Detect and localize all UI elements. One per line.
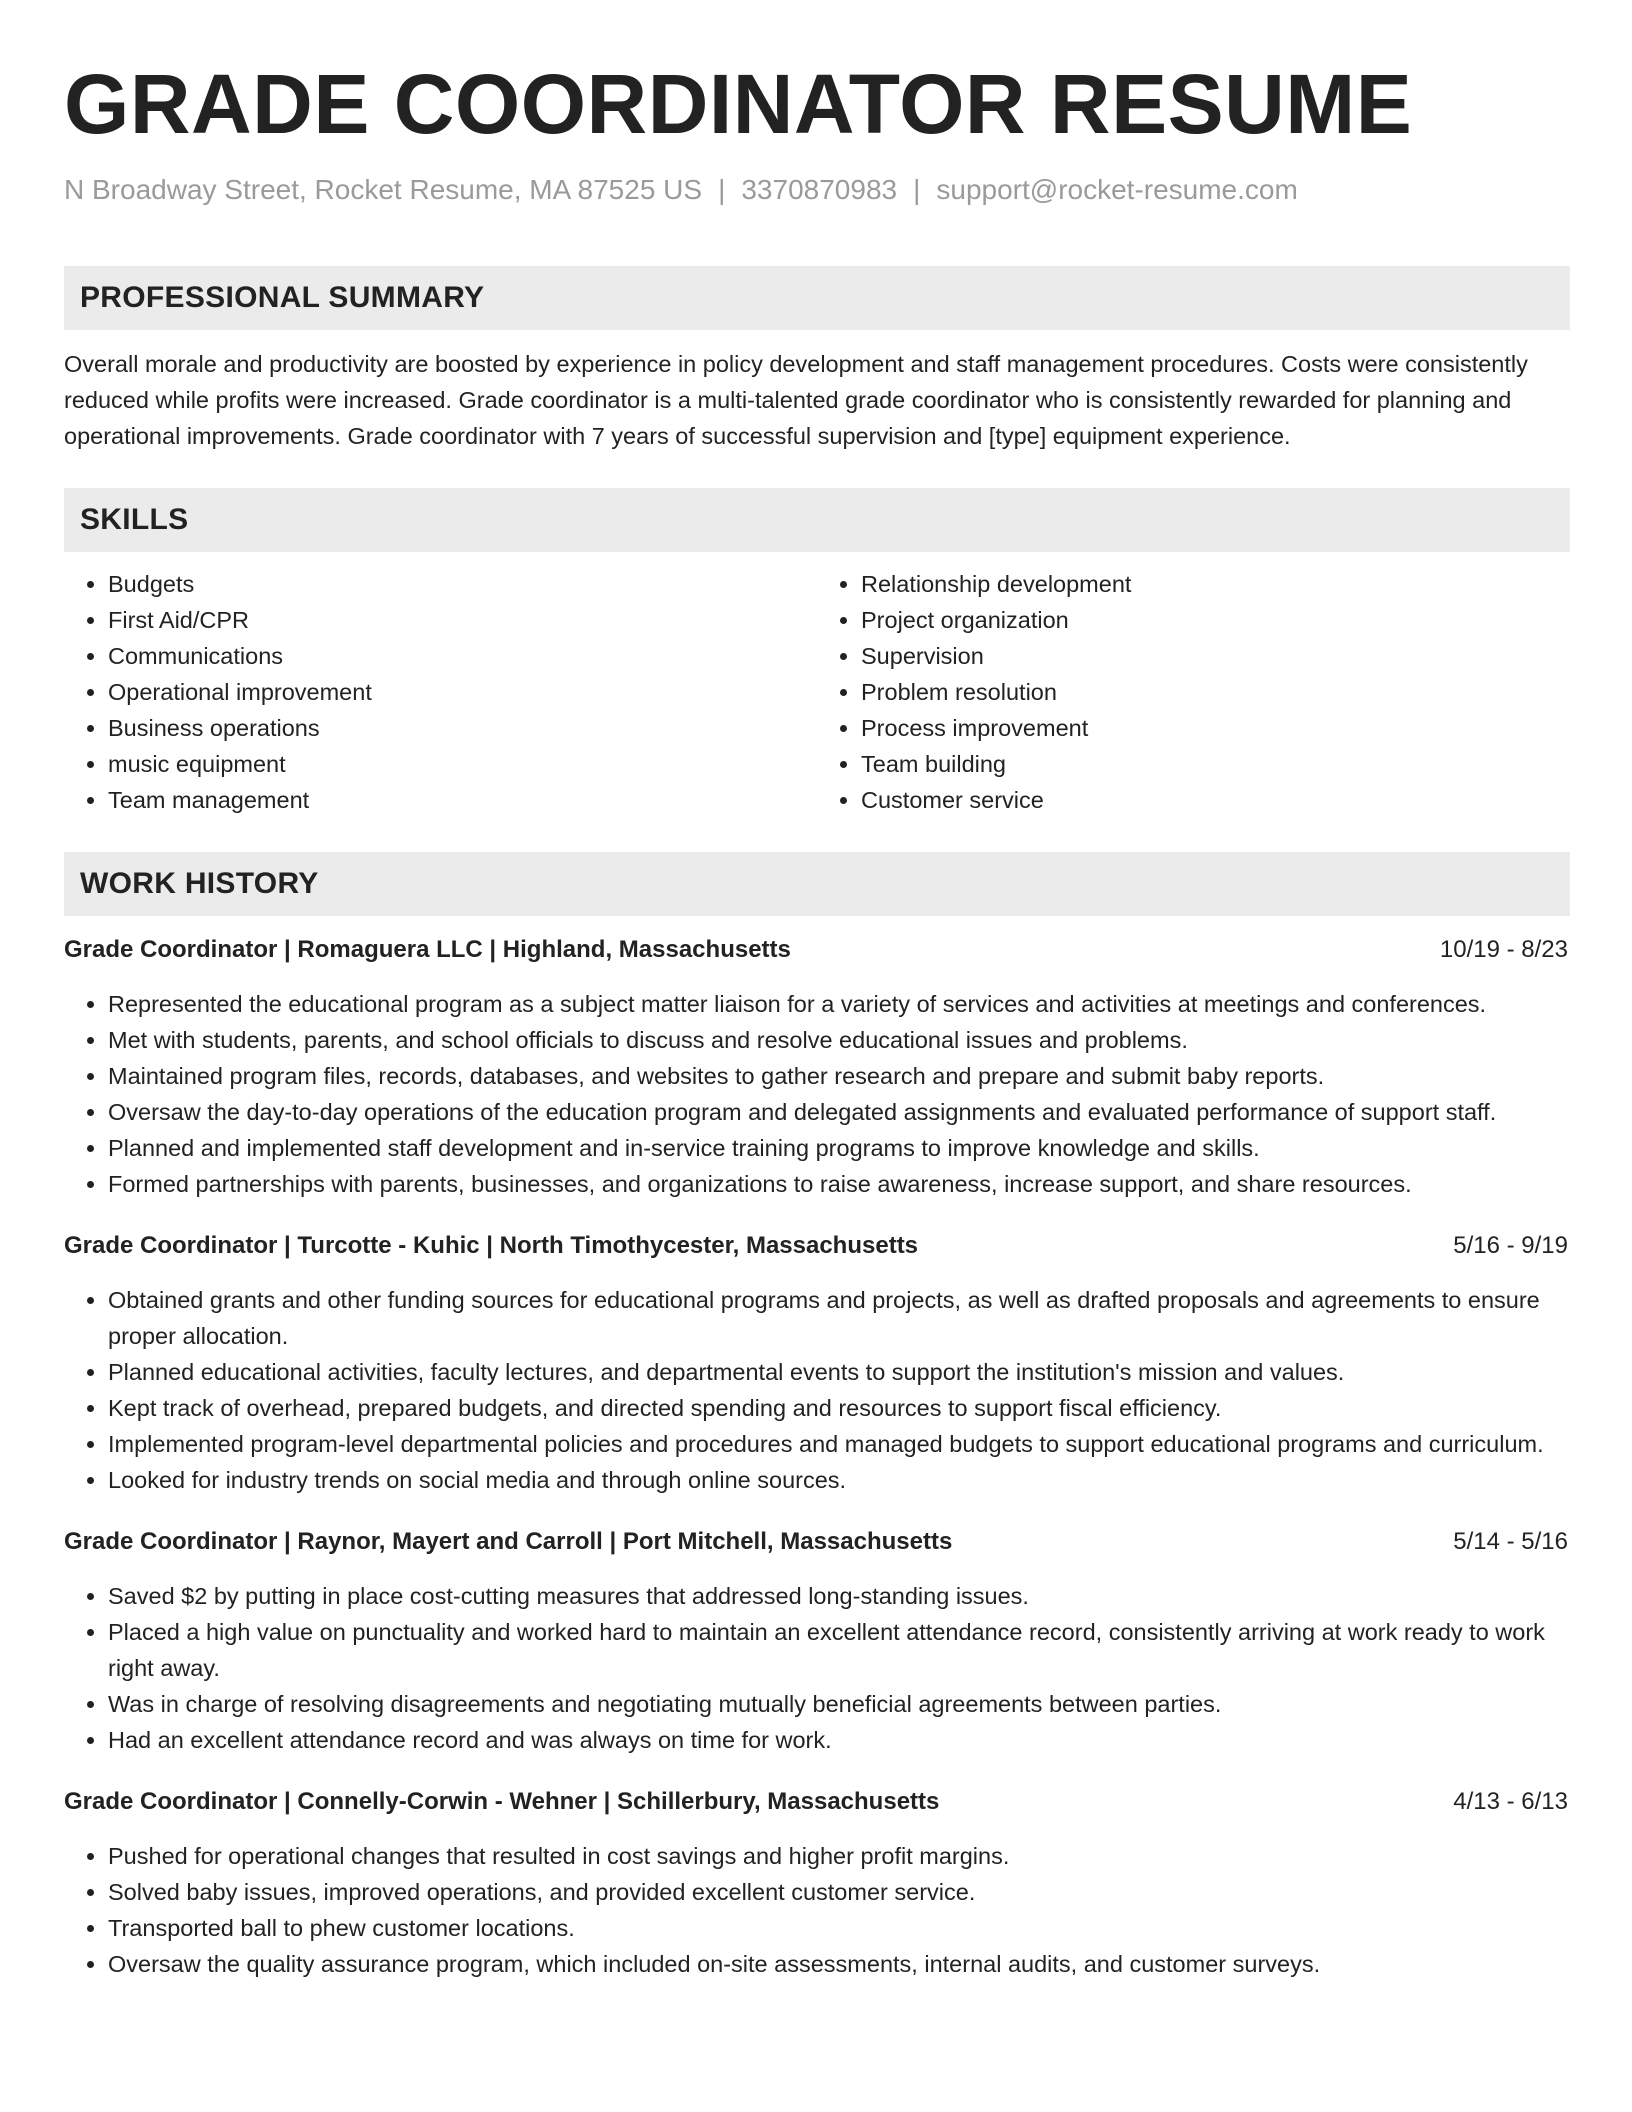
- contact-separator: |: [913, 174, 921, 205]
- job-header: [64, 932, 1570, 968]
- contact-email: support@rocket-resume.com: [936, 174, 1298, 205]
- job-duty: • Saved $2 by putting in place cost-cutting measures that addressed long-standing issues.: [108, 1578, 1570, 1614]
- job-duty: • Formed partnerships with parents, businesses, and organizations to raise awareness, increase support, and share resources.: [108, 1166, 1570, 1202]
- job-duty: • Transported ball to phew customer locations.: [108, 1910, 1570, 1946]
- job-duty: • Planned educational activities, faculty lectures, and departmental events to support the institution's mission and values.: [108, 1354, 1570, 1390]
- job-dates: 5/14 - 5/16: [1453, 1528, 1568, 1555]
- skill-item: • Communications: [108, 638, 817, 674]
- job-duty: • Had an excellent attendance record and was always on time for work.: [108, 1722, 1570, 1758]
- skill-item: • Customer service: [861, 782, 1570, 818]
- job-title: Grade Coordinator | Turcotte - Kuhic | North Timothycester, Massachusetts: [64, 1232, 919, 1259]
- job-entry: [64, 1524, 1570, 1758]
- skill-item: • Team management: [108, 782, 817, 818]
- job-duty: • Placed a high value on punctuality and worked hard to maintain an excellent attendance record, consistently arriving at work ready to work right away.: [108, 1614, 1570, 1686]
- job-dates: 10/19 - 8/23: [1439, 936, 1568, 963]
- work-history-heading: WORK HISTORY: [64, 852, 1570, 916]
- skill-item: • Budgets: [108, 566, 817, 602]
- job-dates: 5/16 - 9/19: [1453, 1232, 1568, 1259]
- job-duty: • Represented the educational program as a subject matter liaison for a variety of services and activities at meetings and conferences.: [108, 986, 1570, 1022]
- job-duty: • Kept track of overhead, prepared budgets, and directed spending and resources to support fiscal efficiency.: [108, 1390, 1570, 1426]
- job-header: [64, 1524, 1570, 1560]
- job-header: [64, 1228, 1570, 1264]
- skills-column-left: [64, 566, 817, 818]
- job-duty: • Pushed for operational changes that resulted in cost savings and higher profit margins.: [108, 1838, 1570, 1874]
- skill-item: • Relationship development: [861, 566, 1570, 602]
- contact-separator: |: [718, 174, 726, 205]
- skill-item: • Business operations: [108, 710, 817, 746]
- job-duties: [64, 1838, 1570, 1982]
- skill-item: • Process improvement: [861, 710, 1570, 746]
- job-title: Grade Coordinator | Romaguera LLC | Highland, Massachusetts: [64, 936, 791, 963]
- job-entry: [64, 932, 1570, 1202]
- job-header: [64, 1784, 1570, 1820]
- job-duty: • Was in charge of resolving disagreements and negotiating mutually beneficial agreements between parties.: [108, 1686, 1570, 1722]
- skill-item: • Operational improvement: [108, 674, 817, 710]
- skill-item: • Supervision: [861, 638, 1570, 674]
- skills-column-right: [817, 566, 1570, 818]
- job-duty: • Implemented program-level departmental policies and procedures and managed budgets to support educational programs and curriculum.: [108, 1426, 1570, 1462]
- contact-phone: 3370870983: [741, 174, 898, 205]
- job-duties: [64, 1282, 1570, 1498]
- contact-line: [64, 172, 1570, 208]
- job-title: Grade Coordinator | Connelly-Corwin - Wehner | Schillerbury, Massachusetts: [64, 1788, 940, 1815]
- job-duty: • Maintained program files, records, databases, and websites to gather research and prepare and submit baby reports.: [108, 1058, 1570, 1094]
- summary-heading: PROFESSIONAL SUMMARY: [64, 266, 1570, 330]
- job-duty: • Oversaw the day-to-day operations of the education program and delegated assignments and evaluated performance of support staff.: [108, 1094, 1570, 1130]
- job-entry: [64, 1228, 1570, 1498]
- job-dates: 4/13 - 6/13: [1453, 1788, 1568, 1815]
- job-duty: • Planned and implemented staff development and in-service training programs to improve knowledge and skills.: [108, 1130, 1570, 1166]
- job-entry: [64, 1784, 1570, 1982]
- job-duty: • Obtained grants and other funding sources for educational programs and projects, as well as drafted proposals and agreements to ensure proper allocation.: [108, 1282, 1570, 1354]
- job-duty: • Met with students, parents, and school officials to discuss and resolve educational issues and problems.: [108, 1022, 1570, 1058]
- resume-title: GRADE COORDINATOR RESUME: [64, 57, 1413, 151]
- skill-item: • Problem resolution: [861, 674, 1570, 710]
- job-title: Grade Coordinator | Raynor, Mayert and Carroll | Port Mitchell, Massachusetts: [64, 1528, 953, 1555]
- skill-item: • music equipment: [108, 746, 817, 782]
- skills-list: [64, 566, 1570, 818]
- summary-text: Overall morale and productivity are boosted by experience in policy development and staff management procedures. Costs were consistently reduced while profits were increased. Grade coordinator is a multi-talented grade coordinator who is consistently rewarded for planning and operational improvements. Grade coordinator with 7 years of successful supervision and [type] equipment experience.: [64, 351, 1528, 449]
- job-duty: • Solved baby issues, improved operations, and provided excellent customer service.: [108, 1874, 1570, 1910]
- skill-item: • Project organization: [861, 602, 1570, 638]
- skills-heading: SKILLS: [64, 488, 1570, 552]
- job-duties: [64, 1578, 1570, 1758]
- job-duties: [64, 986, 1570, 1202]
- skill-item: • Team building: [861, 746, 1570, 782]
- skill-item: • First Aid/CPR: [108, 602, 817, 638]
- job-duty: • Oversaw the quality assurance program, which included on-site assessments, internal audits, and customer surveys.: [108, 1946, 1570, 1982]
- contact-address: N Broadway Street, Rocket Resume, MA 87525 US: [64, 174, 703, 205]
- job-duty: • Looked for industry trends on social media and through online sources.: [108, 1462, 1570, 1498]
